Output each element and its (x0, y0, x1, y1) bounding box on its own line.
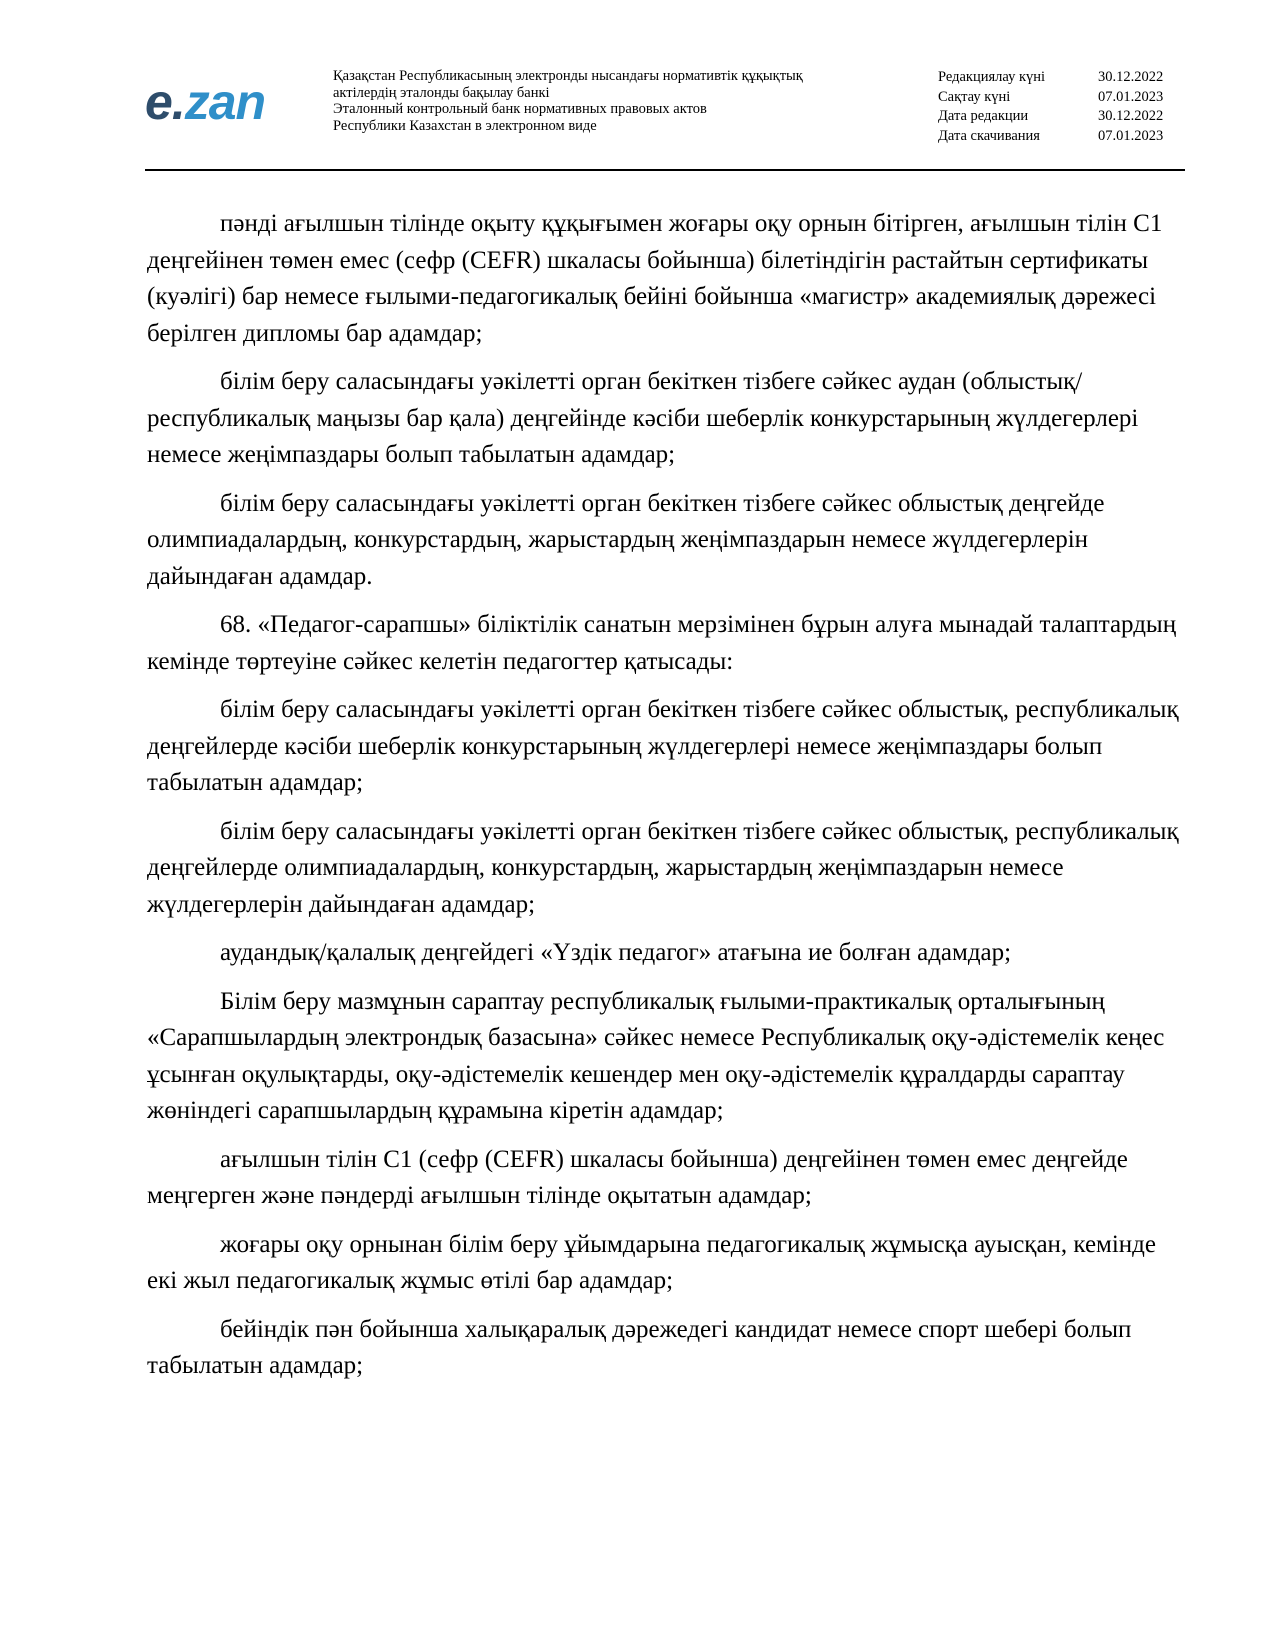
paragraph: ағылшын тілін С1 (сефр (CEFR) шкаласы бойынша) деңгейінен төмен емес деңгейде меңгерген және пәндерді ағылшын тілінде оқытатын адамдар; (147, 1145, 1128, 1209)
paragraph: жоғары оқу орнынан білім беру ұйымдарына педагогикалық жұмысқа ауысқан, кемінде екі жыл педагогикалық жұмыс өтілі бар адамдар; (147, 1230, 1156, 1294)
paragraph: аудандық/қалалық деңгейдегі «Үздік педагог» атағына ие болған адамдар; (220, 939, 1012, 966)
document-body (147, 206, 1187, 1397)
meta-label: Дата скачивания (938, 127, 1040, 144)
logo-part-zan: zan (184, 74, 266, 130)
meta-row-edit-date-ru (938, 107, 1188, 127)
bank-title (333, 68, 893, 134)
paragraph: білім беру саласындағы уәкілетті орган бекіткен тізбеге сәйкес облыстық, республикалық деңгейлерде олимпиадалардың, конкурстардың, жарыстардың жеңімпаздарын немесе жүлдегерлерін дайындаған адамдар; (147, 817, 1179, 918)
bank-title-line: Республики Казахстан в электронном виде (333, 117, 597, 134)
paragraph: білім беру саласындағы уәкілетті орган бекіткен тізбеге сәйкес облыстық деңгейде олимпиадалардың, конкурстардың, жарыстардың жеңімпаздарын немесе жүлдегерлерін дайындаған адамдар. (147, 489, 1105, 590)
meta-label: Дата редакции (938, 108, 1029, 124)
meta-value: 07.01.2023 (1098, 88, 1164, 105)
document-header (145, 62, 1185, 174)
paragraph: бейіндік пән бойынша халықаралық дәрежедегі кандидат немесе спорт шебері болып табылатын адамдар; (147, 1315, 1132, 1379)
meta-label: Сақтау күні (938, 88, 1011, 105)
meta-value: 30.12.2022 (1098, 69, 1164, 85)
date-meta-table (938, 68, 1188, 146)
meta-row-download-date-ru (938, 127, 1188, 147)
meta-row-edit-date-kz (938, 68, 1188, 88)
ezan-logo (145, 74, 265, 130)
meta-row-save-date-kz (938, 88, 1188, 108)
paragraph: Білім беру мазмұнын сараптау республикалық ғылыми-практикалық орталығының «Сарапшылардың электрондық базасына» сәйкес немесе Республикалық оқу-әдістемелік кеңес ұсынған оқулықтарды, оқу-әдістемелік кешендер мен оқу-әдістемелік құралдарды сараптау жөніндегі сарапшылардың құрамына кіретін адамдар; (147, 987, 1165, 1124)
bank-title-line: Қазақстан Республикасының электронды нысандағы нормативтік құқықтық (333, 68, 803, 84)
bank-title-line: Эталонный контрольный банк нормативных правовых актов (333, 101, 707, 117)
paragraph: 68. «Педагог-сарапшы» біліктілік санатын мерзімінен бұрын алуға мынадай талаптардың кемінде төртеуіне сәйкес келетін педагогтер қатысады: (147, 611, 1177, 675)
paragraph: білім беру саласындағы уәкілетті орган бекіткен тізбеге сәйкес облыстық, республикалық деңгейлерде кәсіби шеберлік конкурстарының жүлдегерлері немесе жеңімпаздары болып табылатын адамдар; (147, 696, 1179, 796)
paragraph: білім беру саласындағы уәкілетті орган бекіткен тізбеге сәйкес аудан (облыстық/республикалық маңызы бар қала) деңгейінде кәсіби шеберлік конкурстарының жүлдегерлері немесе жеңімпаздары болып табылатын адамдар; (147, 368, 1139, 468)
meta-label: Редакциялау күні (938, 69, 1046, 85)
meta-value: 07.01.2023 (1098, 127, 1164, 144)
logo-part-e: e. (145, 74, 185, 130)
header-divider (145, 169, 1185, 171)
paragraph: пәнді ағылшын тілінде оқыту құқығымен жоғары оқу орнын бітірген, ағылшын тілін С1 деңгейінен төмен емес (сефр (CEFR) шкаласы бойынша) білетіндігін растайтын сертификаты (куәлігі) бар немесе ғылыми-педагогикалық бейіні бойынша «магистр» академиялық дәрежесі берілген дипломы бар адамдар; (147, 210, 1163, 347)
meta-value: 30.12.2022 (1098, 108, 1164, 124)
bank-title-line: актілердің эталонды бақылау банкі (333, 84, 550, 101)
